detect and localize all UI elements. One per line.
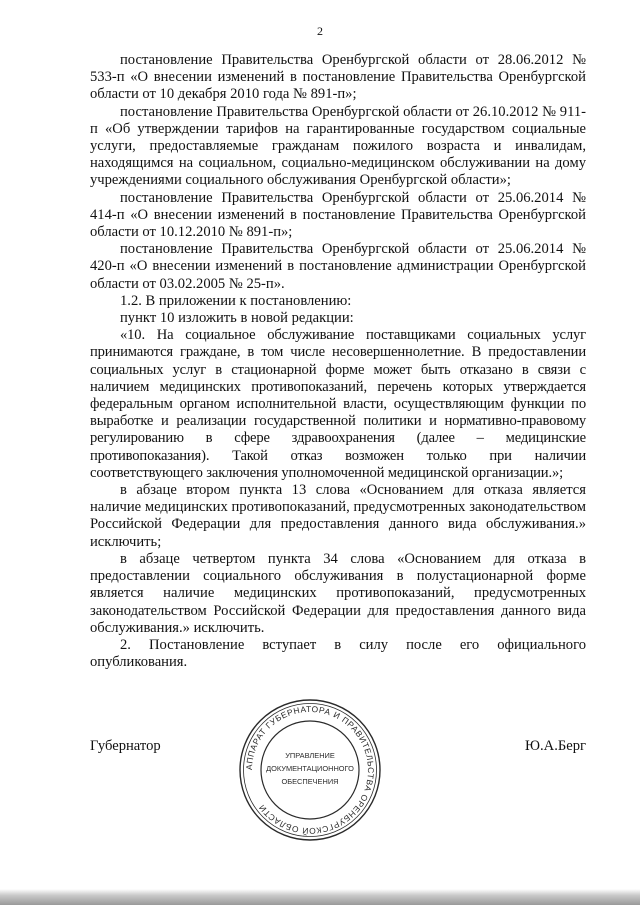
paragraph: 2. Постановление вступает в силу после его официального опубликования. bbox=[90, 636, 586, 671]
paragraph: «10. На социальное обслуживание поставщиками социальных услуг принимаются граждане, в том числе несовершеннолетние. В предоставлении социальных услуг в стационарной форме может быть отказано в связи с наличием медицинских противопоказаний, перечень которых утверждается федеральным органом исполнительной власти, осуществляющим функции по выработке и реализации государственной политики и нормативно-правовому регулированию в сфере здравоохранения (далее – медицинские противопоказания). Такой отказ возможен только при наличии соответствующего заключения уполномоченной медицинской организации.»; bbox=[90, 327, 586, 481]
signatory-name: Ю.А.Берг bbox=[525, 738, 586, 754]
stamp-line: УПРАВЛЕНИЕ bbox=[285, 751, 335, 760]
paragraph: постановление Правительства Оренбургской области от 26.10.2012 № 911-п «Об утверждении тарифов на гарантированные государством социальные услуги, предоставляемые гражданам пожилого возраста и инвалидам, находящимся на социальном, социально-медицинском обслуживании на дому учреждениями социального обслуживания Оренбургской области»; bbox=[90, 103, 586, 189]
paragraph: 1.2. В приложении к постановлению: bbox=[120, 292, 352, 309]
paragraph: пункт 10 изложить в новой редакции: bbox=[120, 310, 354, 327]
signatory-position: Губернатор bbox=[90, 738, 161, 754]
paragraph: постановление Правительства Оренбургской области от 25.06.2014 № 420-п «О внесении изменений в постановление администрации Оренбургской области от 03.02.2005 № 25-п». bbox=[90, 241, 586, 292]
official-stamp bbox=[237, 697, 383, 843]
paragraph: постановление Правительства Оренбургской области от 25.06.2014 № 414-п «О внесении изменений в постановление Правительства Оренбургской области от 10.12.2010 № 891-п»; bbox=[90, 189, 586, 241]
paragraph: в абзаце четвертом пункта 34 слова «Основанием для отказа в предоставлении социального обслуживания в полустационарной форме является наличие медицинских противопоказаний, предусмотренных законодательством Российской Федерации для предоставления данного вида обслуживания.» исключить. bbox=[90, 550, 586, 636]
scan-edge bbox=[0, 889, 640, 905]
paragraph: постановление Правительства Оренбургской области от 28.06.2012 № 533-п «О внесении изменений в постановление Правительства Оренбургской области от 10 декабря 2010 года № 891-п»; bbox=[90, 52, 586, 103]
stamp-line: ДОКУМЕНТАЦИОННОГО bbox=[266, 764, 354, 773]
paragraph: в абзаце втором пункта 13 слова «Основанием для отказа является наличие медицинских противопоказаний, предусмотренных законодательством Российской Федерации для предоставления данного вида обслуживания.» исключить; bbox=[90, 482, 586, 550]
stamp-ring-text: АППАРАТ ГУБЕРНАТОРА И ПРАВИТЕЛЬСТВА ОРЕНБУРГСКОЙ ОБЛАСТИ bbox=[243, 703, 377, 837]
page-number: 2 bbox=[317, 24, 323, 38]
stamp-line: ОБЕСПЕЧЕНИЯ bbox=[281, 777, 339, 786]
document-body bbox=[90, 52, 586, 671]
